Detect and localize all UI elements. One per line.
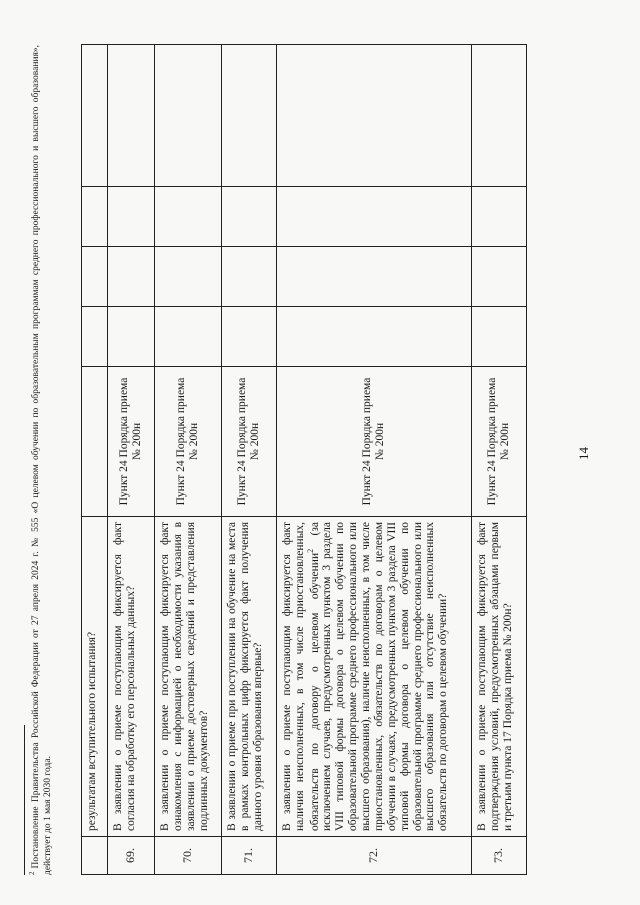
table-row — [472, 45, 527, 875]
table-row-continuation — [82, 45, 108, 875]
legal-reference: Пункт 24 Порядка приема № 200н — [155, 367, 222, 517]
legal-reference: Пункт 24 Порядка приема № 200н — [108, 367, 155, 517]
page-number: 14 — [576, 447, 591, 460]
table-row — [155, 45, 222, 875]
footnote-text: Постановление Правительства Российской Федерации от 27 апреля 2024 г. № 555 «О целевом обучении по образовательным программам среднего профессионального и высшего образования», действует до 1 мая 2030 года. — [31, 45, 54, 875]
question-text: В заявлении о приеме поступающим фиксируется факт наличия неисполненных, в том числе приостановленных, обязательств по договору о целевом обучении$^2$ (за исключением случаев, предусмотренных пунктом 3 раздела VIII типовой формы договора о целевом обучении по образовательной программе среднего профессионального или высшего образования), наличие неисполненных, в том числе приостановленных, обязательств по договорам о целевом обучении в случаях, предусмотренных пунктом 3 раздела VIII типовой формы договора о целевом обучении по образовательной программе среднего профессионального или высшего образования или отсутствие неисполненных обязательств по договорам о целевом обучении? — [277, 517, 472, 837]
row-number: 69. — [108, 837, 155, 875]
legal-reference: Пункт 24 Порядка приема № 200н — [277, 367, 472, 517]
row-number: 72. — [277, 837, 472, 875]
footnote-mark: 2 — [28, 871, 36, 875]
question-text: В заявлении о приеме поступающим фиксируется факт подтверждения условий, предусмотренных абзацами первым и третьим пункта 17 Порядка приема № 200н? — [472, 517, 527, 837]
legal-reference: Пункт 24 Порядка приема № 200н — [472, 367, 527, 517]
footnote-reference: 2 — [305, 548, 315, 553]
footnote-divider — [24, 725, 25, 875]
table-row — [108, 45, 155, 875]
table-row — [222, 45, 277, 875]
row-number: 73. — [472, 837, 527, 875]
row-number: 71. — [222, 837, 277, 875]
table-row — [277, 45, 472, 875]
question-text: В заявлении о приеме поступающим фиксируется факт согласия на обработку его персональных данных? — [108, 517, 155, 837]
legal-reference: Пункт 24 Порядка приема № 200н — [222, 367, 277, 517]
row-number: 70. — [155, 837, 222, 875]
question-text: В заявлении о приеме при поступлении на обучение на места в рамках контрольных цифр фиксируется факт получения данного уровня образования впервые? — [222, 517, 277, 837]
continuation-text: результатам вступительного испытания? — [82, 517, 108, 837]
question-text: В заявлении о приеме поступающим фиксируется факт ознакомления с информацией о необходимости указания в заявлении о приеме достоверных сведений и представления подлинных документов? — [155, 517, 222, 837]
checklist-table — [81, 44, 527, 875]
footnote — [28, 45, 55, 875]
